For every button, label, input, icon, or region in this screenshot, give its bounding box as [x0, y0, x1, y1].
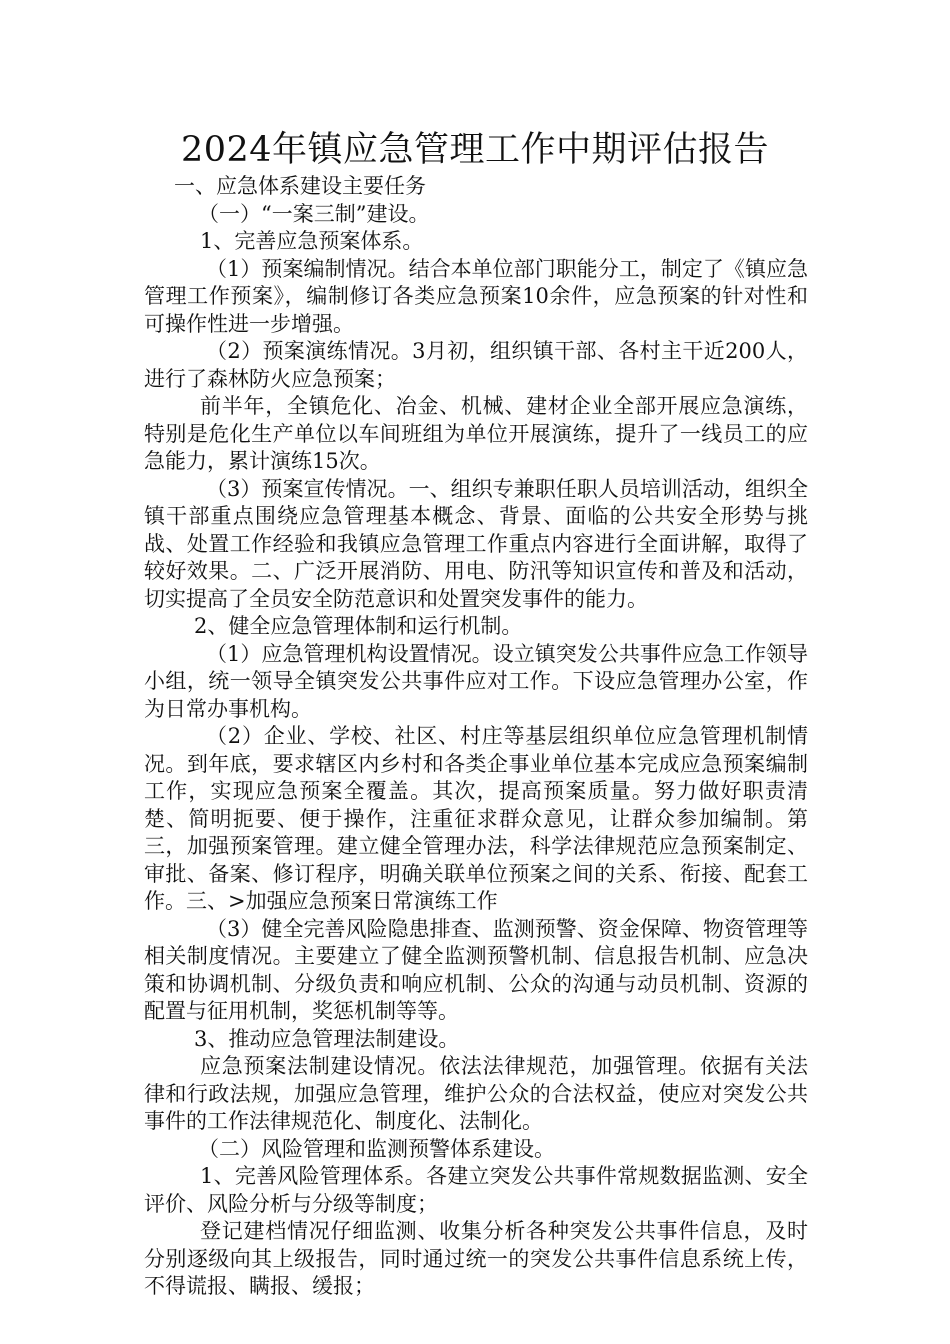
- paragraph: 前半年，全镇危化、冶金、机械、建材企业全部开展应急演练，特别是危化生产单位以车间班组为单位开展演练，提升了一线员工的应急能力，累计演练15次。: [144, 394, 808, 473]
- paragraph: 应急预案法制建设情况。依法法律规范，加强管理。依据有关法律和行政法规，加强应急管理，维护公众的合法权益，使应对突发公共事件的工作法律规范化、制度化、法制化。: [144, 1054, 808, 1133]
- paragraph: （1）应急管理机构设置情况。设立镇突发公共事件应急工作领导小组，统一领导全镇突发公共事件应对工作。下设应急管理办公室，作为日常办事机构。: [144, 641, 808, 721]
- document-body: [144, 173, 808, 1301]
- subsection-heading: （二）风险管理和监测预警体系建设。: [198, 1136, 555, 1161]
- paragraph: 登记建档情况仔细监测、收集分析各种突发公共事件信息，及时分别逐级向其上级报告，同时通过统一的突发公共事件信息系统上传，不得谎报、瞒报、缓报；: [144, 1219, 808, 1298]
- subsection-heading: （一）“一案三制”建设。: [198, 201, 430, 226]
- paragraph: （3）健全完善风险隐患排查、监测预警、资金保障、物资管理等相关制度情况。主要建立了健全监测预警机制、信息报告机制、应急决策和协调机制、分级负责和响应机制、公众的沟通与动员机制、资源的配置与征用机制，奖惩机制等等。: [144, 916, 808, 1023]
- item-heading: 1、完善应急预案体系。: [200, 229, 424, 253]
- document-title: 2024年镇应急管理工作中期评估报告: [180, 130, 770, 170]
- paragraph: （1）预案编制情况。结合本单位部门职能分工，制定了《镇应急管理工作预案》，编制修订各类应急预案10余件，应急预案的针对性和可操作性进一步增强。: [144, 256, 808, 336]
- section-heading: 一、应急体系建设主要任务: [174, 174, 426, 198]
- paragraph: （2）企业、学校、社区、村庄等基层组织单位应急管理机制情况。到年底，要求辖区内乡村和各类企事业单位基本完成应急预案编制工作，实现应急预案全覆盖。其次，提高预案质量。努力做好职责清楚、简明扼要、便于操作，注重征求群众意见，让群众参加编制。第三，加强预案管理。建立健全管理办法，科学法律规范应急预案制定、审批、备案、修订程序，明确关联单位预案之间的关系、衔接、配套工作。三、>加强应急预案日常演练工作: [144, 724, 808, 913]
- paragraph: （3）预案宣传情况。一、组织专兼职任职人员培训活动，组织全镇干部重点围绕应急管理基本概念、背景、面临的公共安全形势与挑战、处置工作经验和我镇应急管理工作重点内容进行全面讲解，取得了较好效果。二、广泛开展消防、用电、防汛等知识宣传和普及和活动，切实提高了全员安全防范意识和处置突发事件的能力。: [144, 476, 808, 611]
- paragraph: （2）预案演练情况。3月初，组织镇干部、各村主干近200人，进行了森林防火应急预案；: [144, 339, 808, 391]
- item-heading: 2、健全应急管理体制和运行机制。: [194, 614, 523, 638]
- paragraph: 1、完善风险管理体系。各建立突发公共事件常规数据监测、安全评价、风险分析与分级等制度；: [144, 1164, 808, 1216]
- item-heading: 3、推动应急管理法制建设。: [194, 1026, 460, 1051]
